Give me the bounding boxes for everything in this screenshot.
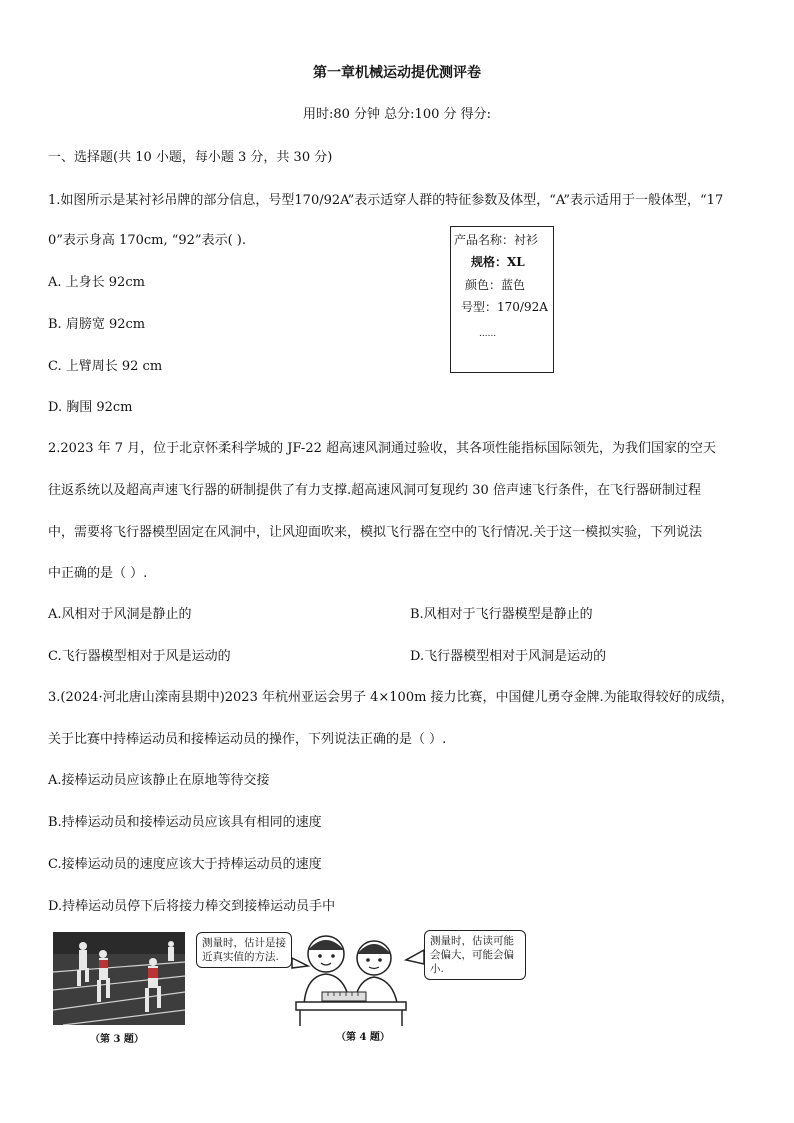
q3-option-d: D.持棒运动员停下后将接力棒交到接棒运动员手中	[48, 899, 336, 914]
shirt-label-figure	[450, 226, 554, 373]
q3-stem-line-1: 3.(2024·河北唐山滦南县期中)2023 年杭州亚运会男子 4×100m 接力比赛，中国健儿勇夺金牌.为能取得较好的成绩，	[48, 690, 734, 705]
q2-stem-line-1: 2.2023 年 7 月，位于北京怀柔科学城的 JF-22 超高速风洞通过验收，其各项性能指标国际领先，为我们国家的空天	[48, 441, 717, 456]
q1-option-a: A. 上身长 92cm	[48, 275, 145, 290]
q1-stem-line-1: 1.如图所示是某衬衫吊牌的部分信息，号型170/92A”表示适穿人群的特征参数及体型，“A”表示适用于一般体型，“17	[48, 193, 724, 208]
tag-ellipsis: ......	[479, 329, 497, 339]
tag-color: 颜色：蓝色	[465, 278, 526, 292]
q2-option-d: D.飞行器模型相对于风洞是运动的	[410, 649, 607, 664]
q3-stem-line-2: 关于比赛中持棒运动员和接棒运动员的操作，下列说法正确的是（ ）.	[48, 732, 447, 747]
speech-bubble-left: 测量时，估计是接近真实值的方法.	[196, 932, 292, 968]
q3-option-c: C.接棒运动员的速度应该大于持棒运动员的速度	[48, 857, 322, 872]
q2-stem-line-3: 中，需要将飞行器模型固定在风洞中，让风迎面吹来，模拟飞行器在空中的飞行情况.关于这一模拟实验，下列说法	[48, 525, 703, 540]
page-title: 第一章机械运动提优测评卷	[313, 65, 481, 81]
q2-option-a: A.风相对于风洞是静止的	[48, 607, 192, 622]
q3-option-b: B.持棒运动员和接棒运动员应该具有相同的速度	[48, 815, 322, 830]
tag-size: 规格：XL	[471, 255, 525, 269]
q1-option-b: B. 肩膀宽 92cm	[48, 317, 146, 332]
q2-option-b: B.风相对于飞行器模型是静止的	[410, 607, 593, 622]
relay-race-photo	[53, 932, 185, 1025]
section-heading: 一、选择题(共 10 小题，每小题 3 分，共 30 分)	[48, 150, 333, 165]
q2-option-c: C.飞行器模型相对于风是运动的	[48, 649, 231, 664]
q1-option-d: D. 胸围 92cm	[48, 400, 133, 415]
q1-stem-line-2: 0”表示身高 170cm, “92”表示( ).	[48, 233, 246, 248]
tag-product-name: 产品名称：衬衫	[454, 233, 539, 247]
exam-info: 用时:80 分钟 总分:100 分 得分:	[302, 107, 492, 122]
figure-caption-q4: （第 4 题）	[336, 1032, 390, 1043]
q2-stem-line-2: 往返系统以及超高声速飞行器的研制提供了有力支撑.超高速风洞可复现约 30 倍声速飞行条件，在飞行器研制过程	[48, 483, 701, 498]
q1-option-c: C. 上臂周长 92 cm	[48, 359, 163, 374]
q3-option-a: A.接棒运动员应该静止在原地等待交接	[48, 773, 270, 788]
speech-bubble-right: 测量时，估读可能会偏大，可能会偏小.	[424, 930, 526, 980]
measurement-cartoon	[196, 930, 530, 1030]
tag-model: 号型：170/92A	[461, 300, 548, 314]
q2-stem-line-4: 中正确的是（ ）.	[48, 566, 148, 581]
figure-caption-q3: （第 3 题）	[90, 1034, 144, 1045]
